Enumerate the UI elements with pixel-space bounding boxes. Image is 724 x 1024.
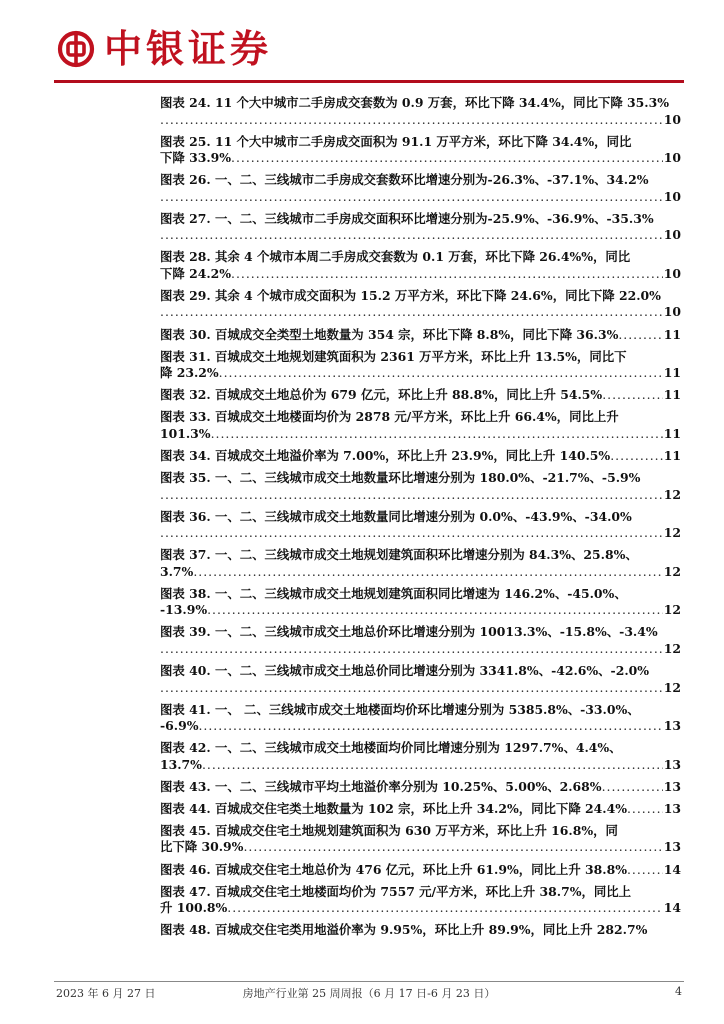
- toc-entry-page-number[interactable]: 10: [663, 304, 681, 320]
- toc-entry-page-number[interactable]: 10: [663, 150, 681, 166]
- toc-entry-leader-line: [160, 779, 681, 796]
- toc-entry-title-continued: 下降 33.9%: [160, 150, 232, 166]
- toc-entry-page-number[interactable]: 12: [663, 640, 681, 656]
- toc-entry[interactable]: [160, 288, 681, 321]
- toc-entry-leader-line: [160, 266, 681, 283]
- toc-entry-title-continued: 比下降 30.9%: [160, 839, 244, 855]
- toc-entry[interactable]: [160, 779, 681, 796]
- toc-entry-title-continued: 图表 34. 百城成交土地溢价率为 7.00%，环比上升 23.9%，同比上升 140.5%: [160, 447, 611, 463]
- dot-leader: [160, 227, 663, 244]
- toc-entry[interactable]: [160, 409, 681, 442]
- toc-entry-title: 图表 26. 一、二、三线城市二手房成交套数环比增速分别为-26.3%、-37.1%、34.2%: [160, 172, 649, 188]
- toc-entry-page-number[interactable]: 11: [663, 365, 681, 381]
- toc-entry[interactable]: [160, 95, 681, 128]
- toc-entry-title-continued: -6.9%: [160, 718, 199, 734]
- toc-entry[interactable]: [160, 884, 681, 917]
- toc-entry-page-number[interactable]: 13: [663, 778, 681, 794]
- toc-entry-leader-line: [160, 112, 681, 129]
- toc-entry-page-number[interactable]: 13: [663, 756, 681, 772]
- toc-entry-leader-line: [160, 227, 681, 244]
- toc-entry[interactable]: [160, 862, 681, 879]
- toc-entry-leader-line: [160, 801, 681, 818]
- toc-entry-page-number[interactable]: 10: [663, 265, 681, 281]
- toc-entry-leader-line: [160, 641, 681, 658]
- toc-entry-page-number[interactable]: 11: [663, 387, 681, 403]
- dot-leader: [160, 189, 663, 206]
- toc-entry-title-continued: 图表 30. 百城成交全类型土地数量为 354 宗，环比下降 8.8%，同比下降 36.3%: [160, 326, 619, 342]
- dot-leader: [231, 150, 663, 167]
- toc-entry-page-number[interactable]: 12: [663, 679, 681, 695]
- toc-entry-title-continued: -13.9%: [160, 602, 208, 618]
- toc-entry-title-continued: 图表 43. 一、二、三线城市平均土地溢价率分别为 10.25%、5.00%、2.68%: [160, 778, 602, 794]
- toc-entry-page-number[interactable]: 12: [663, 563, 681, 579]
- toc-entry-leader-line: [160, 304, 681, 321]
- toc-entry-title: 图表 47. 百城成交住宅土地楼面均价为 7557 元/平方米，环比上升 38.7%，同比上: [160, 883, 632, 899]
- toc-entry-leader-line: [160, 448, 681, 465]
- toc-entry-title-continued: 101.3%: [160, 425, 211, 441]
- dot-leader: [243, 839, 662, 856]
- toc-entry-title-continued: 图表 44. 百城成交住宅类土地数量为 102 宗，环比上升 34.2%，同比下降 24.4%: [160, 800, 627, 816]
- toc-entry-title-continued: 图表 46. 百城成交住宅土地总价为 476 亿元，环比上升 61.9%，同比上升 38.8%: [160, 861, 627, 877]
- toc-entry-leader-line: [160, 839, 681, 856]
- toc-entry-title: 图表 28. 其余 4 个城市本周二手房成交套数为 0.1 万套，环比下降 26.4%%，同比: [160, 249, 631, 265]
- dot-leader: [160, 680, 663, 697]
- toc-entry-title: 图表 48. 百城成交住宅类用地溢价率为 9.95%，环比上升 89.9%，同比上升 282.7%: [160, 922, 648, 938]
- toc-entry-leader-line: [160, 900, 681, 917]
- dot-leader: [202, 757, 663, 774]
- dot-leader: [231, 266, 663, 283]
- dot-leader: [211, 426, 663, 443]
- page-number: 4: [675, 985, 682, 998]
- toc-entry-title: 图表 38. 一、二、三线城市成交土地规划建筑面积同比增速为 146.2%、-45.0%、: [160, 585, 627, 601]
- dot-leader: [160, 641, 663, 658]
- toc-entry[interactable]: [160, 624, 681, 657]
- dot-leader: [198, 718, 662, 735]
- toc-entry-title-continued: 升 100.8%: [160, 900, 228, 916]
- dot-leader: [610, 448, 663, 465]
- dot-leader: [618, 327, 662, 344]
- toc-entry-title-continued: 13.7%: [160, 756, 202, 772]
- toc-entry-leader-line: [160, 487, 681, 504]
- toc-entry-title: 图表 35. 一、二、三线城市成交土地数量环比增速分别为 180.0%、-21.7%、-5.9%: [160, 470, 641, 486]
- toc-entry[interactable]: [160, 172, 681, 205]
- toc-entry[interactable]: [160, 509, 681, 542]
- toc-entry-page-number[interactable]: 11: [663, 425, 681, 441]
- toc-entry[interactable]: [160, 663, 681, 696]
- dot-leader: [160, 304, 663, 321]
- toc-entry[interactable]: [160, 448, 681, 465]
- toc-entry-leader-line: [160, 862, 681, 879]
- toc-entry-title-continued: 3.7%: [160, 563, 194, 579]
- toc-entry-title-continued: 下降 24.2%: [160, 265, 232, 281]
- toc-entry-page-number[interactable]: 12: [663, 602, 681, 618]
- toc-entry[interactable]: [160, 134, 681, 167]
- toc-entry[interactable]: [160, 211, 681, 244]
- toc-entry-title: 图表 39. 一、二、三线城市成交土地总价环比增速分别为 10013.3%、-15.8%、-3.4%: [160, 624, 658, 640]
- toc-entry-page-number[interactable]: 13: [663, 839, 681, 855]
- toc-entry-page-number[interactable]: 14: [663, 900, 681, 916]
- toc-entry[interactable]: [160, 387, 681, 404]
- brand-name: 中银证券: [104, 27, 273, 71]
- toc-entry-leader-line: [160, 365, 681, 382]
- toc-entry[interactable]: [160, 823, 681, 856]
- toc-entry-title: 图表 37. 一、二、三线城市成交土地规划建筑面积环比增速分别为 84.3%、25.8%、: [160, 547, 638, 563]
- toc-entry[interactable]: [160, 249, 681, 282]
- page-footer: [54, 981, 684, 1001]
- toc-entry-leader-line: [160, 327, 681, 344]
- toc-entry-leader-line: [160, 525, 681, 542]
- toc-entry-leader-line: [160, 387, 681, 404]
- toc-entry-title: 图表 25. 11 个大中城市二手房成交面积为 91.1 万平方米，环比下降 34.4%，同比: [160, 133, 632, 149]
- toc-entry-page-number[interactable]: 14: [663, 861, 681, 877]
- toc-entry-leader-line: [160, 564, 681, 581]
- toc-entry-page-number[interactable]: 12: [663, 486, 681, 502]
- dot-leader: [602, 387, 663, 404]
- toc-entry-leader-line: [160, 150, 681, 167]
- dot-leader: [207, 602, 663, 619]
- toc-entry-leader-line: [160, 718, 681, 735]
- toc-entry[interactable]: [160, 327, 681, 344]
- toc-entry-leader-line: [160, 602, 681, 619]
- toc-entry-leader-line: [160, 757, 681, 774]
- toc-entry[interactable]: [160, 349, 681, 382]
- toc-entry-title-continued: 降 23.2%: [160, 365, 219, 381]
- toc-entry-leader-line: [160, 189, 681, 206]
- dot-leader: [160, 112, 663, 129]
- toc-entry-title-continued: 图表 32. 百城成交土地总价为 679 亿元，环比上升 88.8%，同比上升 54.5%: [160, 387, 603, 403]
- toc-entry-leader-line: [160, 680, 681, 697]
- toc-entry[interactable]: [160, 702, 681, 735]
- dot-leader: [227, 900, 662, 917]
- toc-entry-title: 图表 41. 一、 二、三线城市成交土地楼面均价环比增速分别为 5385.8%、-33.0%、: [160, 701, 640, 717]
- toc-entry-title: 图表 33. 百城成交土地楼面均价为 2878 元/平方米，环比上升 66.4%，同比上升: [160, 409, 619, 425]
- toc-entry-page-number[interactable]: 13: [663, 800, 681, 816]
- bank-of-china-logo-icon: [57, 30, 95, 68]
- toc-entry-page-number[interactable]: 11: [663, 447, 681, 463]
- toc-entry-leader-line: [160, 426, 681, 443]
- footer-report-title: 房地产行业第 25 周周报（6 月 17 日-6 月 23 日）: [242, 987, 496, 1000]
- toc-entry-page-number[interactable]: 10: [663, 188, 681, 204]
- toc-entry-title: 图表 31. 百城成交土地规划建筑面积为 2361 万平方米，环比上升 13.5%，同比下: [160, 348, 627, 364]
- toc-entry[interactable]: [160, 922, 681, 939]
- toc-entry[interactable]: [160, 586, 681, 619]
- dot-leader: [160, 525, 663, 542]
- toc-entry-page-number[interactable]: 12: [663, 525, 681, 541]
- toc-entry[interactable]: [160, 801, 681, 818]
- toc-entry-title: 图表 45. 百城成交住宅土地规划建筑面积为 630 万平方米，环比上升 16.8%，同: [160, 822, 618, 838]
- header-divider: [54, 80, 684, 83]
- toc-entry-title: 图表 24. 11 个大中城市二手房成交套数为 0.9 万套，环比下降 34.4%，同比下降 35.3%: [160, 95, 670, 110]
- toc-entry-title: 图表 27. 一、二、三线城市二手房成交面积环比增速分别为-25.9%、-36.9%、-35.3%: [160, 210, 654, 226]
- dot-leader: [193, 564, 662, 581]
- toc-entry-title: 图表 42. 一、二、三线城市成交土地楼面均价同比增速分别为 1297.7%、4.4%、: [160, 740, 622, 756]
- toc-entry-page-number[interactable]: 10: [663, 111, 681, 127]
- report-header: [0, 0, 724, 82]
- toc-entry-page-number[interactable]: 10: [663, 227, 681, 243]
- dot-leader: [219, 365, 663, 382]
- toc-entry-page-number[interactable]: 13: [663, 718, 681, 734]
- dot-leader: [627, 862, 663, 879]
- toc-entry[interactable]: [160, 547, 681, 580]
- toc-entry[interactable]: [160, 740, 681, 773]
- dot-leader: [627, 801, 663, 818]
- dot-leader: [602, 779, 663, 796]
- footer-date: 2023 年 6 月 27 日: [56, 987, 156, 1000]
- toc-entry[interactable]: [160, 470, 681, 503]
- footer-divider: [54, 981, 684, 982]
- toc-entry-title: 图表 36. 一、二、三线城市成交土地数量同比增速分别为 0.0%、-43.9%、-34.0%: [160, 508, 632, 524]
- toc-entry-page-number[interactable]: 11: [663, 326, 681, 342]
- toc-entry-title: 图表 29. 其余 4 个城市成交面积为 15.2 万平方米，环比下降 24.6%，同比下降 22.0%: [160, 287, 661, 303]
- table-of-figures: [160, 95, 681, 944]
- toc-entry-title: 图表 40. 一、二、三线城市成交土地总价同比增速分别为 3341.8%、-42.6%、-2.0%: [160, 663, 650, 678]
- dot-leader: [160, 487, 663, 504]
